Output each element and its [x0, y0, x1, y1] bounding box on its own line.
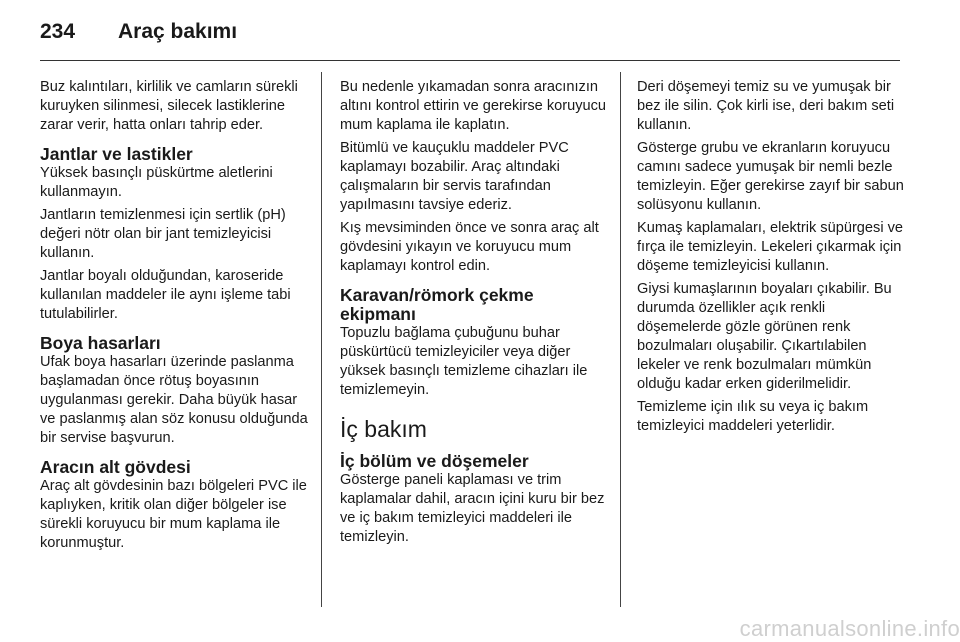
paragraph-lukewarm-water: Temizleme için ılık su veya iç bakım temizleyici maddeleri yeterlidir. — [637, 399, 869, 434]
paragraph-leather: Deri döşemeyi temiz su ve yumuşak bir bez ile silin. Çok kirli ise, deri bakım seti kullanın. — [637, 79, 895, 133]
paragraph-dashboard-cleaning: Gösterge paneli kaplaması ve trim kaplamalar dahil, aracın içini kuru bir bez ve iç bakım temizleyici maddeleri ile temizleyin. — [340, 472, 605, 545]
page-title: Araç bakımı — [118, 20, 238, 43]
header-rule — [40, 60, 900, 61]
paragraph-underbody-check: Bu nedenle yıkamadan sonra aracınızın altını kontrol ettirin ve gerekirse koruyucu mum kaplama ile kaplatın. — [340, 79, 607, 133]
paragraph-painted-wheels: Jantlar boyalı olduğundan, karoseride kullanılan maddeler ile aynı işleme tabi tutulabilirler. — [40, 268, 291, 322]
paragraph-bitumen: Bitümlü ve kauçuklu maddeler PVC kaplamayı bozabilir. Araç altındaki çalışmaların bir servis tarafından yapılmasını tavsiye ederiz. — [340, 140, 569, 213]
heading-wheels-tyres: Jantlar ve lastikler — [40, 144, 193, 164]
column-divider-2 — [620, 72, 621, 607]
watermark: carmanualsonline.info — [739, 616, 960, 641]
paragraph-no-pressure-washer: Yüksek basınçlı püskürtme aletlerini kullanmayın. — [40, 165, 273, 200]
page-number: 234 — [40, 20, 76, 43]
heading-interior-care: İç bakım — [340, 416, 427, 442]
column-3 — [637, 78, 905, 440]
paragraph-fabric: Kumaş kaplamaları, elektrik süpürgesi ve fırça ile temizleyin. Lekeleri çıkarmak için döşeme temizleyicisi kullanın. — [637, 220, 904, 274]
paragraph-wheel-cleaner: Jantların temizlenmesi için sertlik (pH) değeri nötr olan bir jant temizleyicisi kullanın. — [40, 207, 286, 261]
paragraph-clothing-dye: Giysi kumaşlarının boyaları çıkabilir. Bu durumda özellikler açık renkli döşemelerde gözle görünen renk bozulmaları oluşabilir. Çıkartılabilen lekeler ve renk bozulmaları mümkün olduğu kadar erken giderilmelidir. — [637, 281, 892, 392]
heading-towing-equipment: Karavan/römork çekme ekipmanı — [340, 285, 534, 324]
column-1 — [40, 78, 308, 557]
paragraph-display-glass: Gösterge grubu ve ekranların koruyucu camını sadece yumuşak bir nemli bezle temizleyin. Eğer gerekirse zayıf bir sabun solüsyonu kullanın. — [637, 140, 904, 213]
heading-underbody: Aracın alt gövdesi — [40, 457, 191, 477]
page-header — [40, 12, 900, 52]
paragraph-winter-wash: Kış mevsiminden önce ve sonra araç alt gövdesini yıkayın ve koruyucu mum kaplamayı kontrol edin. — [340, 220, 599, 274]
heading-interior-upholstery: İç bölüm ve döşemeler — [340, 451, 529, 471]
paragraph-wiper-damage: Buz kalıntıları, kirlilik ve camların sürekli kuruyken silinmesi, silecek lastiklerine zarar verir, hatta onları tahrip eder. — [40, 79, 298, 133]
heading-paint-damage: Boya hasarları — [40, 333, 161, 353]
paragraph-underbody-pvc: Araç alt gövdesinin bazı bölgeleri PVC ile kaplıyken, kritik olan diğer bölgeler ise sürekli koruyucu bir mum kaplama ile korunmuştur. — [40, 478, 307, 551]
paragraph-paint-touchup: Ufak boya hasarları üzerinde paslanma başlamadan önce rötuş boyasının uygulanması gerekir. Daha büyük hasar ve paslanmış alan söz konusu olduğunda bir servise başvurun. — [40, 354, 308, 446]
column-2 — [340, 78, 608, 551]
column-divider-1 — [321, 72, 322, 607]
paragraph-tow-bar-cleaning: Topuzlu bağlama çubuğunu buhar püskürtücü temizleyiciler veya diğer yüksek basınçlı temizleme cihazları ile temizlemeyin. — [340, 325, 588, 398]
